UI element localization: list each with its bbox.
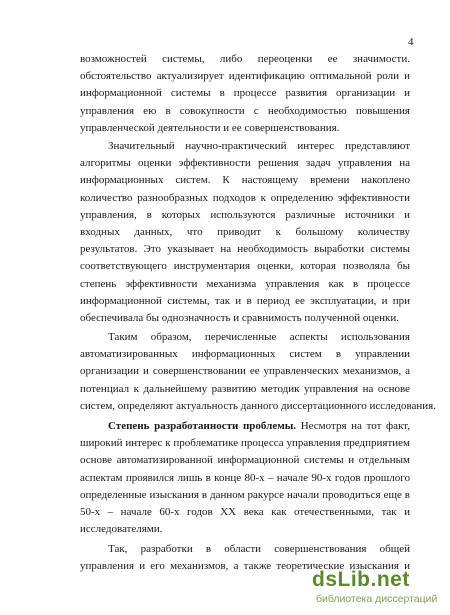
watermark: [312, 568, 442, 608]
text-line: обеспечивала бы однозначность и сравнимость полученной оценки.: [80, 311, 400, 324]
text-line: управленческой деятельности и ее совершенствования.: [80, 121, 340, 134]
text-line: количество разнообразных подходов к определению эффективности: [80, 191, 410, 204]
text-line: возможностей системы, либо переоценки ее значимости.: [80, 53, 410, 65]
text-line: соответствующего инструментария оценки, которая позволяла бы: [80, 260, 410, 273]
text-line: аспектам проявился лишь в конце 80-х – начале 90-х годов прошлого: [80, 471, 410, 484]
page-number: 4: [408, 36, 414, 48]
text-line: степень эффективности механизма управления как в процессе: [80, 277, 410, 290]
text-line: управления, в которых используются различные источники и: [80, 208, 410, 221]
text-line: информационной системы в процессе развития организации и: [80, 87, 410, 100]
paragraph-3: [80, 329, 436, 415]
text-line: управления ею в совокупности с необходимостью повышения: [80, 104, 410, 117]
text-line: исследователями.: [80, 523, 163, 536]
text-line: 50-х – начале 60-х годов XX века как отечественными, так и: [80, 505, 410, 518]
text-line: широкий интерес к проблематике процесса управления предприятием: [80, 437, 410, 450]
watermark-logo: dsLib.net: [312, 568, 410, 591]
text-line: потенциал к дальнейшему развитию методик управления на основе: [80, 382, 410, 395]
text-line: [80, 418, 410, 435]
watermark-subtitle: библиотека диссертаций: [316, 593, 438, 605]
text-line: Таким образом, перечисленные аспекты использования: [108, 331, 410, 343]
text-line: определенные изыскания в данном ракурсе начали проводиться еще в: [80, 488, 410, 501]
paragraph-4: [80, 418, 410, 538]
paragraph-1: [80, 51, 410, 137]
text-line: систем, определяют актуальность данного диссертационного исследования.: [80, 399, 436, 412]
text-line: результатов. Это указывает на необходимость выработки системы: [80, 243, 410, 256]
text-line: информационных систем. К настоящему времени накоплено: [80, 174, 410, 187]
text-line: основе автоматизированной информационной системы и отдельным: [80, 454, 410, 467]
text-line: информационной системы, так и в период ее эксплуатации, и при: [80, 294, 410, 307]
text-line: автоматизированных информационных систем в управлении: [80, 348, 410, 361]
text-line: управления и его механизмов, а также теоретические изыскания и: [80, 560, 410, 573]
text-line: обстоятельство актуализирует идентификацию оптимальной роли и: [80, 70, 410, 83]
section-heading: Степень разработанности проблемы.: [108, 420, 297, 432]
text-line: Так, разработки в области совершенствования общей: [108, 543, 410, 555]
text-line: организации и совершенствовании ее управленческих механизмов, а: [80, 365, 410, 378]
text-line: входных данных, что приводит к большому количеству: [80, 225, 410, 238]
text-line: алгоритмы оценки эффективности решения задач управления на: [80, 157, 410, 170]
text-line: Значительный научно-практический интерес представляют: [108, 140, 410, 152]
paragraph-2: [80, 138, 410, 327]
heading-continuation: Несмотря на тот факт,: [300, 420, 410, 432]
